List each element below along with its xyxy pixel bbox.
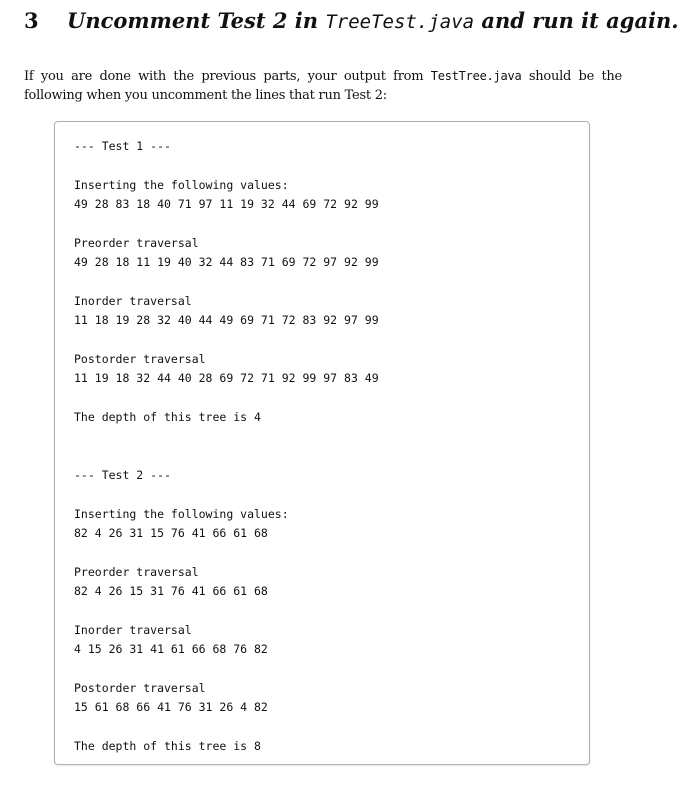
test1-inorder-label: Inorder traversal [74,294,192,308]
test1-preorder-values: 49 28 18 11 19 40 32 44 83 71 69 72 97 92 99 [74,255,379,269]
section-title-text: Uncomment Test 2 in [67,8,326,33]
test2-preorder-label: Preorder traversal [74,565,199,579]
test1-inorder-values: 11 18 19 28 32 40 44 49 69 71 72 83 92 97 99 [74,313,379,327]
test2-insert-label: Inserting the following values: [74,507,289,521]
intro-text: If you are done with the previous parts, your output from [24,69,431,84]
intro-paragraph [24,67,622,105]
test1-insert-label: Inserting the following values: [74,178,289,192]
test2-insert-values: 82 4 26 31 15 76 41 66 61 68 [74,526,268,540]
section-number: 3 [24,8,39,33]
test2-inorder-label: Inorder traversal [74,623,192,637]
test2-postorder-label: Postorder traversal [74,681,206,695]
section-title-text-end: and run it again. [474,8,679,33]
section-heading [24,8,679,36]
test2-postorder-values: 15 61 68 66 41 76 31 26 4 82 [74,700,268,714]
test1-depth: The depth of this tree is 4 [74,410,261,424]
section-title-code: TreeTest.java [325,11,475,33]
test1-preorder-label: Preorder traversal [74,236,199,250]
test2-inorder-values: 4 15 26 31 41 61 66 68 76 82 [74,642,268,656]
intro-text-end: should be the following when you uncomment the lines that run Test 2: [24,69,622,103]
test1-postorder-values: 11 19 18 32 44 40 28 69 72 71 92 99 97 83 49 [74,371,379,385]
console-output-box [54,121,590,765]
section-title [67,8,679,33]
test1-postorder-label: Postorder traversal [74,352,206,366]
test1-header: --- Test 1 --- [74,139,171,153]
test1-insert-values: 49 28 83 18 40 71 97 11 19 32 44 69 72 92 99 [74,197,379,211]
test2-preorder-values: 82 4 26 15 31 76 41 66 61 68 [74,584,268,598]
intro-code: TestTree.java [430,69,522,83]
test2-header: --- Test 2 --- [74,468,171,482]
test2-depth: The depth of this tree is 8 [74,739,261,753]
